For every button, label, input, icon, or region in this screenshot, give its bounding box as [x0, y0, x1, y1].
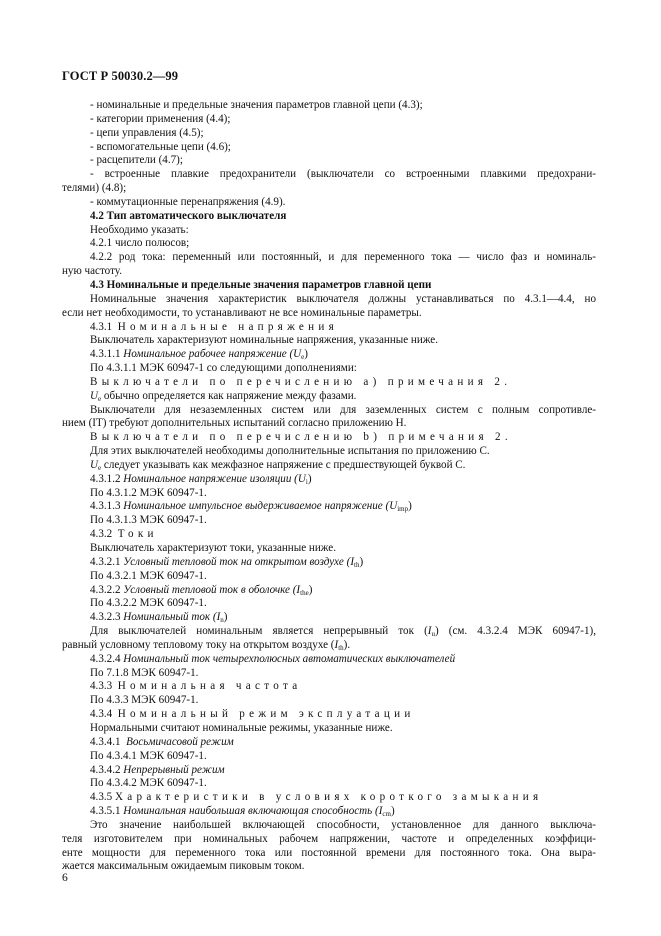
subsection-heading-4-3-2-4: 4.3.2.4 Номинальный ток четырехполюсных автоматических выключателей — [90, 652, 456, 665]
subsection-heading-4-3-1-2: 4.3.1.2 Номинальное напряжение изоляции $(U_i)$ — [90, 472, 312, 486]
paragraph-continuation: нием (IT) требуют дополнительных испытаний согласно приложению Н. — [62, 417, 407, 430]
paragraph: Это значение наибольшей включающей способности, установленное для данного выключа- — [90, 818, 596, 831]
paragraph: По 4.3.4.2 МЭК 60947-1. — [90, 777, 207, 790]
list-item: - категории применения (4.4); — [90, 112, 231, 125]
paragraph: По 4.3.1.3 МЭК 60947-1. — [90, 514, 207, 527]
list-item-continuation: телями) (4.8); — [62, 182, 127, 195]
paragraph: Выключатели для незаземленных систем или для заземленных систем с полным сопротивле- — [90, 403, 596, 416]
paragraph-continuation: ную частоту. — [62, 265, 122, 278]
list-item: - встроенные плавкие предохранители (выключатели со встроенными плавкими предохрани- — [90, 168, 596, 181]
list-item: - цепи управления (4.5); — [90, 126, 204, 139]
paragraph-continuation: теля изготовителем при номинальных рабочем напряжении, частоте и определенных коэффици- — [62, 832, 596, 845]
spaced-heading: Выключатели по перечислению a) примечания 2. — [90, 375, 512, 388]
subsection-heading-4-3-4-1: 4.3.4.1 Восьмичасовой режим — [90, 735, 234, 748]
page-number: 6 — [62, 872, 68, 884]
subsection-heading-4-3-2-2: 4.3.2.2 Условный тепловой ток в оболочке $(I_{the})$ — [90, 583, 313, 597]
section-heading-4-3-4: 4.3.4 Номинальный режим эксплуатации — [90, 708, 415, 721]
document-header-code: ГОСТ Р 50030.2—99 — [62, 69, 179, 83]
paragraph: $U_e$ следует указывать как межфазное напряжение с предшествующей буквой С. — [90, 458, 466, 472]
list-item: - расцепители (4.7); — [90, 154, 183, 167]
subsection-heading-4-3-2-3: 4.3.2.3 Номинальный ток $(I_n)$ — [90, 611, 228, 625]
subsection-heading-4-3-2-1: 4.3.2.1 Условный тепловой ток на открытом воздухе $(I_{th})$ — [90, 555, 364, 569]
section-heading-4-2: 4.2 Тип автоматического выключателя — [90, 209, 287, 222]
list-item: - номинальные и предельные значения параметров главной цепи (4.3); — [90, 99, 423, 111]
paragraph: Нормальными считают номинальные режимы, указанные ниже. — [90, 721, 393, 734]
paragraph-continuation: енте мощности для переменного тока или постоянной времени для постоянного тока. Она выра- — [62, 846, 596, 859]
paragraph: Номинальные значения характеристик выключателя должны устанавливаться по 4.3.1—4.4, но — [90, 292, 596, 305]
paragraph-continuation: равный условному тепловому току на открытом воздухе $(I_{th})$. — [62, 638, 351, 652]
list-item: - вспомогательные цепи (4.6); — [90, 140, 231, 153]
paragraph: 4.2.2 род тока: переменный или постоянный, и для переменного тока — число фаз и номиналь- — [90, 251, 596, 264]
page-body — [62, 99, 596, 874]
paragraph: 4.2.1 число полюсов; — [90, 237, 190, 250]
paragraph: $U_e$ обычно определяется как напряжение между фазами. — [90, 389, 357, 403]
paragraph: По 4.3.3 МЭК 60947-1. — [90, 694, 199, 707]
list-item: - коммутационные перенапряжения (4.9). — [90, 195, 286, 208]
paragraph: По 4.3.1.2 МЭК 60947-1. — [90, 486, 207, 499]
section-heading-4-3-3: 4.3.3 Номинальная частота — [90, 680, 302, 693]
paragraph: Необходимо указать: — [90, 223, 189, 236]
paragraph: По 4.3.2.1 МЭК 60947-1. — [90, 569, 207, 582]
paragraph: По 4.3.2.2 МЭК 60947-1. — [90, 597, 207, 610]
section-heading-4-3-1: 4.3.1 Номинальные напряжения — [90, 320, 338, 333]
section-heading-4-3: 4.3 Номинальные и предельные значения параметров главной цепи — [90, 278, 432, 291]
subsection-heading-4-3-4-2: 4.3.4.2 Непрерывный режим — [90, 763, 225, 776]
paragraph: Выключатель характеризуют токи, указанные ниже. — [90, 542, 336, 554]
paragraph: Для этих выключателей необходимы дополнительные испытания по приложению С. — [90, 445, 490, 458]
paragraph: По 4.3.1.1 МЭК 60947-1 со следующими дополнениями: — [90, 362, 357, 375]
paragraph: По 4.3.4.1 МЭК 60947-1. — [90, 749, 207, 762]
section-heading-4-3-5: 4.3.5 Характеристики в условиях короткого замыкания — [90, 791, 543, 804]
subsection-heading-4-3-5-1: 4.3.5.1 Номинальная наибольшая включающая способность $(I_{cm})$ — [90, 805, 395, 819]
paragraph-continuation: жается максимальным ожидаемым пиковым током. — [62, 860, 305, 873]
subsection-heading-4-3-1-3: 4.3.1.3 Номинальное импульсное выдерживаемое напряжение $(U_{imp})$ — [90, 500, 412, 514]
paragraph: По 7.1.8 МЭК 60947-1. — [90, 666, 199, 679]
paragraph: Для выключателей номинальным является непрерывный ток $(I_u)$ (см. 4.3.2.4 МЭК 60947-1), — [90, 625, 596, 639]
spaced-heading: Выключатели по перечислению b) примечания 2. — [90, 431, 512, 444]
paragraph: Выключатель характеризуют номинальные напряжения, указанные ниже. — [90, 334, 439, 347]
section-heading-4-3-2: 4.3.2 Токи — [90, 528, 158, 541]
paragraph-continuation: если нет необходимости, то устанавливают не все номинальные параметры. — [62, 306, 422, 319]
subsection-heading-4-3-1-1: 4.3.1.1 Номинальное рабочее напряжение $(U_e)$ — [90, 348, 308, 362]
